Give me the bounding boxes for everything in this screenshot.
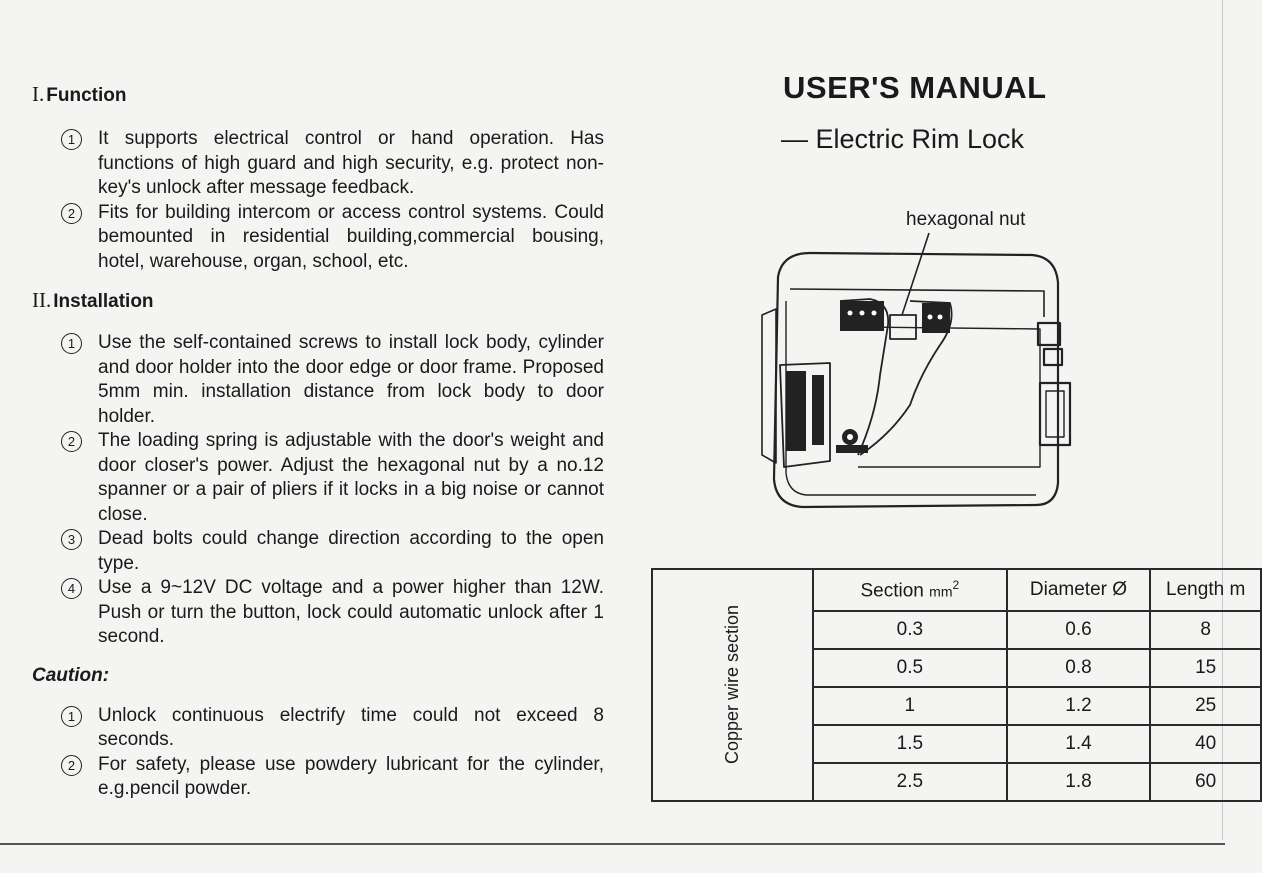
list-item — [32, 527, 604, 576]
length-header: Length m — [1150, 569, 1261, 611]
item-number: 1 — [61, 706, 82, 727]
item-number: 4 — [61, 578, 82, 599]
function-numeral: I. — [32, 82, 45, 106]
list-item — [32, 331, 604, 429]
diameter-cell: 1.4 — [1007, 725, 1151, 763]
length-cell: 15 — [1150, 649, 1261, 687]
function-heading — [32, 80, 604, 110]
installation-list — [32, 331, 604, 650]
item-number: 2 — [61, 431, 82, 452]
item-text: For safety, please use powdery lubricant for the cylinder, e.g.pencil powder. — [98, 753, 604, 799]
function-title: Function — [46, 85, 127, 106]
page-fold-line — [0, 843, 1225, 845]
section-header: Section $mm^2$ — [813, 569, 1007, 611]
diameter-cell: 1.2 — [1007, 687, 1151, 725]
function-list — [32, 127, 604, 274]
length-cell: 8 — [1150, 611, 1261, 649]
rim-lock-diagram — [740, 205, 1100, 525]
length-cell: 40 — [1150, 725, 1261, 763]
item-number: 2 — [61, 755, 82, 776]
copper-wire-section-label: Copper wire section — [652, 569, 813, 801]
item-text: The loading spring is adjustable with the door's weight and door closer's power. Adjust the hexagonal nut by a no.12 spanner or a pair of pliers if it locks in a big noise or cannot close. — [98, 430, 604, 525]
item-text: Unlock continuous electrify time could not exceed 8 seconds. — [98, 704, 604, 750]
list-item — [32, 429, 604, 527]
list-item — [32, 127, 604, 201]
item-text: Dead bolts could change direction according to the open type. — [98, 528, 604, 574]
table-header-row — [652, 569, 1261, 611]
installation-title: Installation — [53, 291, 154, 312]
manual-subtitle: — Electric Rim Lock — [781, 124, 1025, 154]
manual-title: USER'S MANUAL — [783, 70, 1047, 105]
item-number: 1 — [61, 333, 82, 354]
length-cell: 25 — [1150, 687, 1261, 725]
installation-numeral: II. — [32, 288, 52, 312]
callout-leader-line — [902, 233, 929, 315]
installation-heading — [32, 286, 604, 316]
length-cell: 60 — [1150, 763, 1261, 801]
diameter-cell: 1.8 — [1007, 763, 1151, 801]
diameter-header: Diameter Ø — [1007, 569, 1151, 611]
item-text: Use the self-contained screws to install lock body, cylinder and door holder into the door edge or door frame. Proposed 5mm min. installation distance from lock body to door holder. — [98, 332, 604, 427]
list-item — [32, 753, 604, 802]
hexagonal-nut-callout: hexagonal nut — [906, 209, 1026, 230]
item-number: 2 — [61, 203, 82, 224]
item-number: 1 — [61, 129, 82, 150]
list-item — [32, 576, 604, 650]
item-text: Use a 9~12V DC voltage and a power higher than 12W. Push or turn the button, lock could automatic unlock after 1 second. — [98, 577, 604, 647]
list-item — [32, 201, 604, 275]
instructions-column — [32, 80, 604, 802]
section-cell: 2.5 — [813, 763, 1007, 801]
diameter-cell: 0.6 — [1007, 611, 1151, 649]
caution-heading: Caution: — [32, 664, 110, 686]
section-cell: 0.5 — [813, 649, 1007, 687]
item-text: Fits for building intercom or access control systems. Could bemounted in residential building,commercial bousing, hotel, warehouse, organ, school, etc. — [98, 201, 604, 272]
copper-wire-table — [651, 568, 1262, 802]
caution-list — [32, 704, 604, 802]
section-cell: 1.5 — [813, 725, 1007, 763]
item-number: 3 — [61, 529, 82, 550]
item-text: It supports electrical control or hand operation. Has functions of high guard and high security, e.g. protect non-key's unlock after message feedback. — [98, 128, 604, 198]
section-cell: 1 — [813, 687, 1007, 725]
section-cell: 0.3 — [813, 611, 1007, 649]
diameter-cell: 0.8 — [1007, 649, 1151, 687]
list-item — [32, 704, 604, 753]
